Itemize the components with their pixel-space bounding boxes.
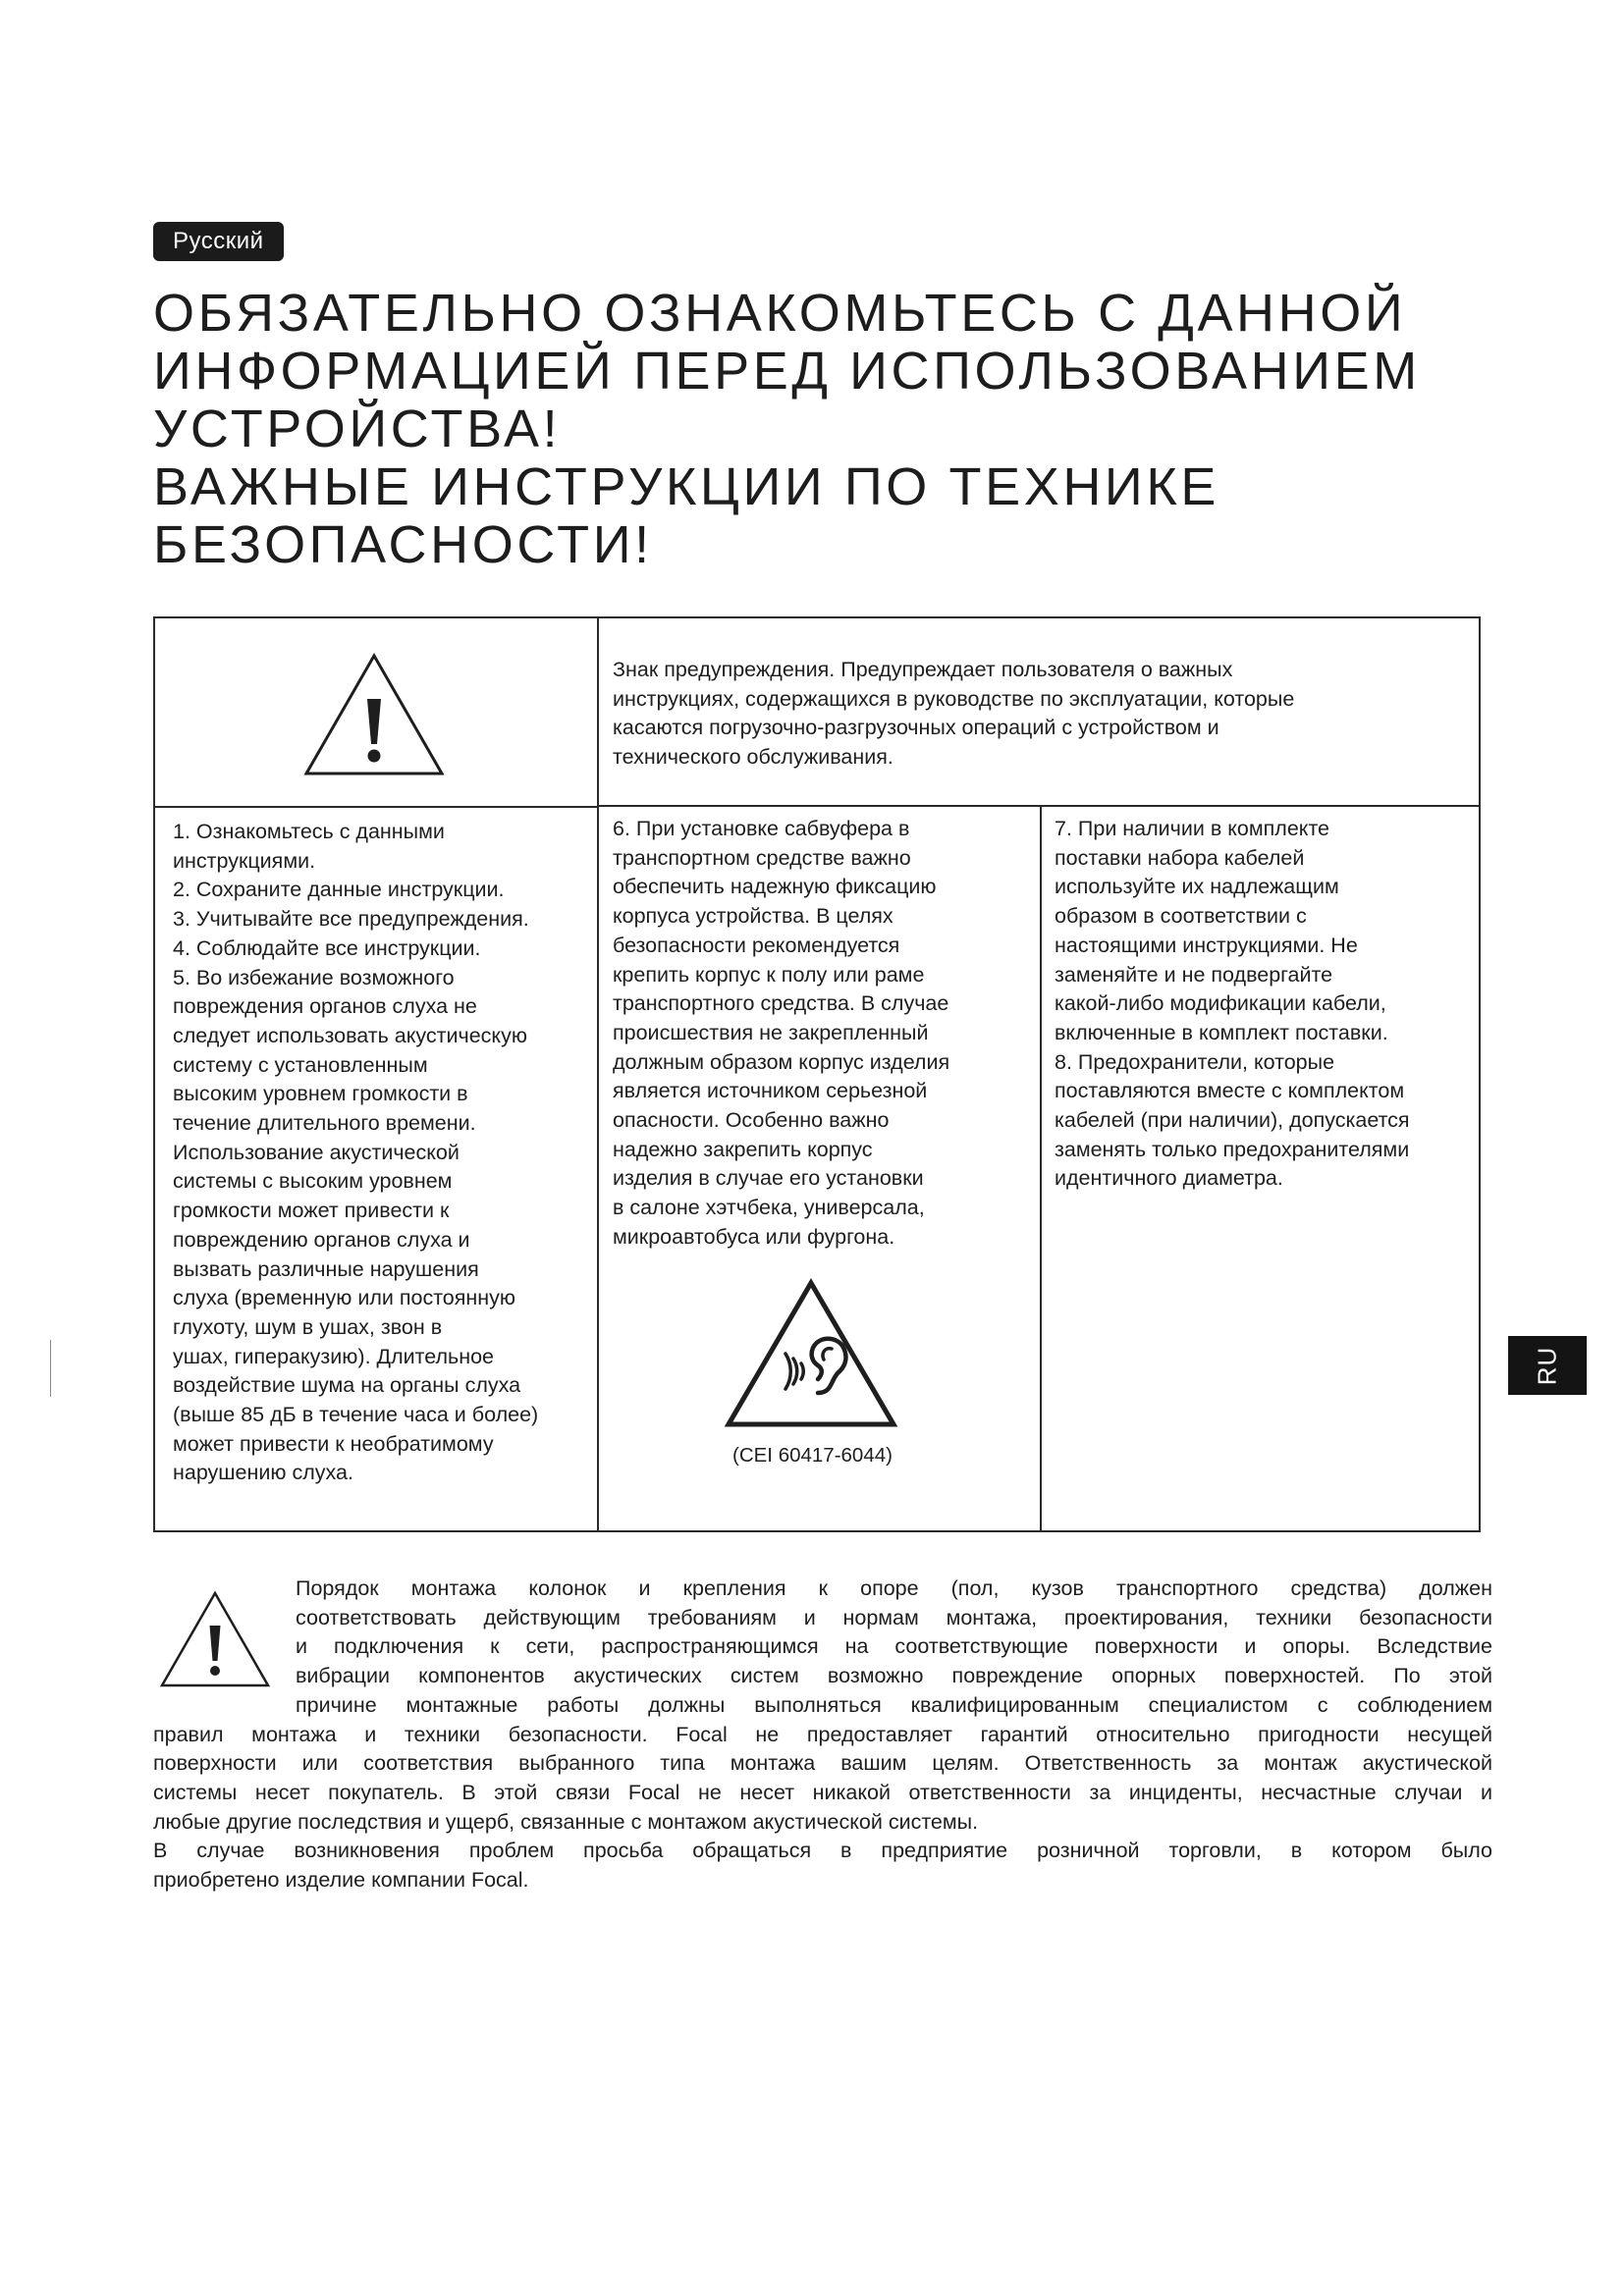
table-divider (597, 805, 1479, 807)
title-line: БЕЗОПАСНОСТИ! (153, 515, 653, 574)
side-tab-label: RU (1532, 1346, 1562, 1385)
title-line: ВАЖНЫЕ ИНСТРУКЦИИ ПО ТЕХНИКЕ (153, 457, 1220, 516)
table-divider (597, 618, 599, 1530)
warning-description: Знак предупреждения. Предупреждает пользователя о важных инструкциях, содержащихся в руководстве по эксплуатации, которые касаются погрузочно-разгрузочных операций с устройством и технического обслуживания. (613, 658, 1295, 770)
language-side-tab (1508, 1336, 1587, 1395)
instructions-column-3: 7. При наличии в комплекте поставки набора кабелей используйте их надлежащим образом в соответствии с настоящими инструкциями. Не заменяйте и не подвергайте какой-либо модификации кабели, включенные в комплект поставки. 8. Предохранители, которые поставляются вместе с комплектом кабелей (при наличии), допускается заменять только предохранителями идентичного диаметра. (1055, 817, 1410, 1191)
paragraph-line: системы несет покупатель. В этой связи Focal не несет никакой ответственности за инциденты, несчастные случаи и (153, 1780, 1492, 1804)
table-divider (155, 806, 597, 808)
paragraph-line: приобретено изделие компании Focal. (153, 1868, 529, 1893)
title-line: ИНФОРМАЦИЕЙ ПЕРЕД ИСПОЛЬЗОВАНИЕМ (153, 342, 1421, 400)
paragraph-line: В случае возникновения проблем просьба обращаться в предприятие розничной торговли, в котором было (153, 1839, 1492, 1863)
ear-sign-caption: (CEI 60417-6044) (732, 1444, 893, 1467)
page-title (153, 285, 1528, 574)
paragraph-line: правил монтажа и техники безопасности. Focal не предоставляет гарантий относительно пригодности несущей (153, 1722, 1492, 1746)
safety-instructions-table (153, 616, 1481, 1532)
instructions-column-1: 1. Ознакомьтесь с данными инструкциями. 2. Сохраните данные инструкции. 3. Учитывайте все предупреждения. 4. Соблюдайте все инструкции. 5. Во избежание возможного повреждения органов слуха не следует использовать акустическую систему с установленным высоким уровнем громкости в течение длительного времени. Использование акустической системы с высоким уровнем громкости может привести к повреждению органов слуха и вызвать различные нарушения слуха (временную или постоянную глухоту, шум в ушах, звон в ушах, гиперакузию). Длительное воздействие шума на органы слуха (выше 85 дБ в течение часа и более) может привести к необратимому нарушению слуха. (173, 820, 539, 1485)
paragraph-line: Порядок монтажа колонок и крепления к опоре (пол, кузов транспортного средства) должен (296, 1576, 1492, 1600)
paragraph-line: вибрации компонентов акустических систем возможно повреждение опорных поверхностей. По этой (296, 1664, 1492, 1688)
title-line: УСТРОЙСТВА! (153, 400, 562, 458)
paragraph-line: причине монтажные работы должны выполняться квалифицированным специалистом с соблюдением (296, 1692, 1492, 1717)
paragraph-line: любые другие последствия и ущерб, связанные с монтажом акустической системы. (153, 1809, 979, 1834)
paragraph-line: поверхности или соответствия выбранного типа монтажа вашим целям. Ответственность за монтаж акустической (153, 1751, 1492, 1776)
mounting-warning-text (153, 1575, 1492, 1896)
instructions-column-2: 6. При установке сабвуфера в транспортном средстве важно обеспечить надежную фиксацию корпуса устройства. В целях безопасности рекомендуется крепить корпус к полу или раме транспортного средства. В случае происшествия не закрепленный должным образом корпус изделия является источником серьезной опасности. Особенно важно надежно закрепить корпус изделия в случае его установки в салоне хэтчбека, универсала, микроавтобуса или фургона. (613, 817, 950, 1249)
paragraph-line: и подключения к сети, распространяющимся на соответствующие поверхности и опоры. Вследствие (296, 1634, 1492, 1659)
margin-mark (50, 1340, 51, 1397)
paragraph-line: соответствовать действующим требованиям и нормам монтажа, проектирования, техники безопасности (296, 1605, 1492, 1629)
table-divider (1040, 805, 1042, 1530)
title-line: ОБЯЗАТЕЛЬНО ОЗНАКОМЬТЕСЬ С ДАННОЙ (153, 284, 1407, 343)
warning-triangle-icon (300, 650, 448, 779)
hearing-warning-icon (723, 1277, 899, 1429)
language-badge: Русский (153, 222, 284, 261)
